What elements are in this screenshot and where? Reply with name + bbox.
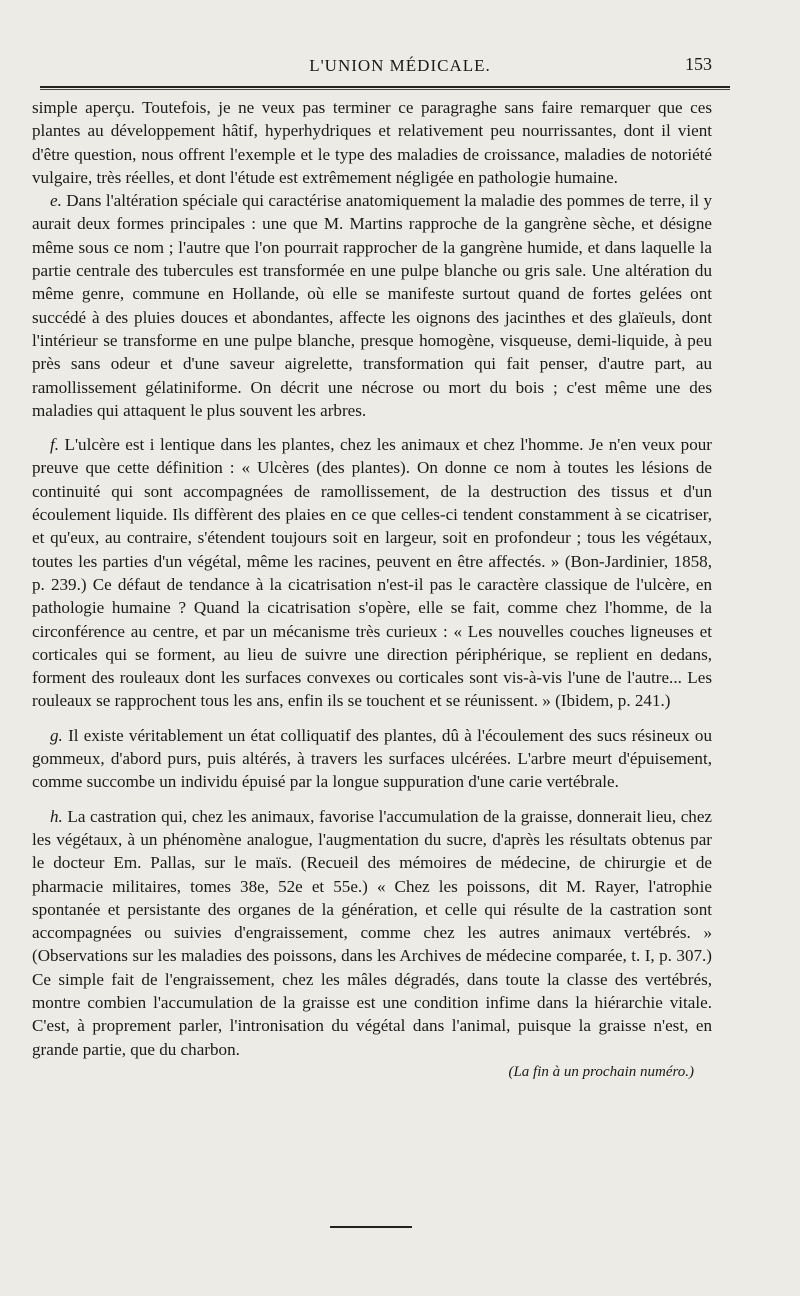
paragraph-e — [32, 189, 712, 422]
paragraph-g — [32, 724, 712, 794]
paragraph-g-text: Il existe véritablement un état colliquatif des plantes, dû à l'écoulement des sucs résineux ou gommeux, d'abord purs, puis altérés, à travers les surfaces ulcérées. L'arbre meurt d'épuisement, comme succombe un individu épuisé par la longue suppuration d'une carie vertébrale. — [32, 725, 712, 792]
running-title: L'UNION MÉDICALE. — [309, 56, 491, 75]
paragraph-f — [32, 433, 712, 713]
article-body — [32, 96, 712, 1084]
paragraph-f-label: f. — [50, 435, 60, 455]
header-rule — [40, 86, 730, 90]
paragraph-g-label: g. — [50, 725, 63, 745]
footer-rule — [330, 1226, 412, 1228]
paragraph-e-label: e. — [50, 191, 62, 211]
page-header — [40, 52, 760, 82]
paragraph-e-text: Dans l'altération spéciale qui caractérise anatomiquement la maladie des pommes de terre, il y aurait deux formes principales : une que M. Martins rapproche de la gangrène sèche, et désigne même sous ce nom ; l'autre que l'on pourrait rapprocher de la gangrène humide, et dans laquelle la partie centrale des tubercules est transformée en une pulpe blanche ou gris sale. Une altération du même genre, commune en Hollande, où elle se manifeste surtout quand de fortes gelées ont succédé à des pluies douces et abondantes, affecte les oignons des jacinthes et des glaïeuls, dont l'intérieur se transforme en une pulpe blanche, presque homogène, visqueuse, demi-liquide, à peu près sans odeur et d'une saveur aigrelette, transformation qui fait penser, d'autre part, au ramollissement gélatiniforme. On décrit une nécrose ou mort du bois ; c'est même une des maladies qui attaquent le plus souvent les arbres. — [32, 191, 712, 420]
paragraph-h-text: La castration qui, chez les animaux, favorise l'accumulation de la graisse, donnerait lieu, chez les végétaux, à un phénomène analogue, l'augmentation du sucre, d'après les résultats obtenus par le docteur Em. Pallas, sur le maïs. (Recueil des mémoires de médecine, de chirurgie et de pharmacie militaires, tomes 38e, 52e et 55e.) « Chez les poissons, dit M. Rayer, l'atrophie spontanée et persistante des organes de la génération, et celle qui résulte de la castration sont accompagnées ou suivies d'engraissement, comme chez les autres animaux vertébrés. » (Observations sur les maladies des poissons, dans les Archives de médecine comparée, t. I, p. 307.) Ce simple fait de l'engraissement, chez les mâles dégradés, dans toute la classe des vertébrés, montre combien l'accumulation de la graisse est une condition infime dans la hiérarchie vitale. C'est, à proprement parler, l'intronisation du végétal dans l'animal, puisque la graisse n'est, en grande partie, que du charbon. — [32, 806, 712, 1059]
paragraph-h-label: h. — [50, 806, 63, 826]
paragraph-f-text: L'ulcère est i lentique dans les plantes, chez les animaux et chez l'homme. Je n'en veux pour preuve que cette définition : « Ulcères (des plantes). On donne ce nom à toutes les lésions de continuité qui sont accompagnées de ramollissement, de la destruction des tissus et d'un écoulement liquide. Ils diffèrent des plaies en ce que celles-ci tendent constamment à se cicatriser, et qu'eux, au contraire, s'étendent toujours soit en largeur, soit en profondeur ; tous les végétaux, toutes les parties d'un végétal, même les racines, peuvent en être affectés. » (Bon-Jardinier, 1858, p. 239.) Ce défaut de tendance à la cicatrisation n'est-il pas le caractère classique de l'ulcère, en pathologie humaine ? Quand la cicatrisation s'opère, elle se fait, comme chez l'homme, de la circonférence au centre, et par un mécanisme très curieux : « Les nouvelles couches ligneuses et corticales qui se forment, au lieu de suivre une direction périphérique, se replient en dedans, forment des rouleaux dont les surfaces convexes ou corticales sont vis-à-vis l'une de l'autre... Les rouleaux se rapprochent tous les ans, enfin ils se touchent et se réunissent. » (Ibidem, p. 241.) — [32, 435, 712, 711]
closing-note: (La fin à un prochain numéro.) — [508, 1063, 694, 1080]
page-number: 153 — [685, 54, 712, 74]
paragraph-intro: simple aperçu. Toutefois, je ne veux pas terminer ce paragraghe sans faire remarquer que ces plantes au développement hâtif, hyperhydriques et relativement peu nourrissantes, dont il vient d'être question, nous offrent l'exemple et le type des maladies de croissance, maladies de notoriété vulgaire, très réelles, et dont l'étude est extrêmement négligée en pathologie humaine. — [32, 98, 712, 187]
paragraph-h — [32, 805, 712, 1061]
